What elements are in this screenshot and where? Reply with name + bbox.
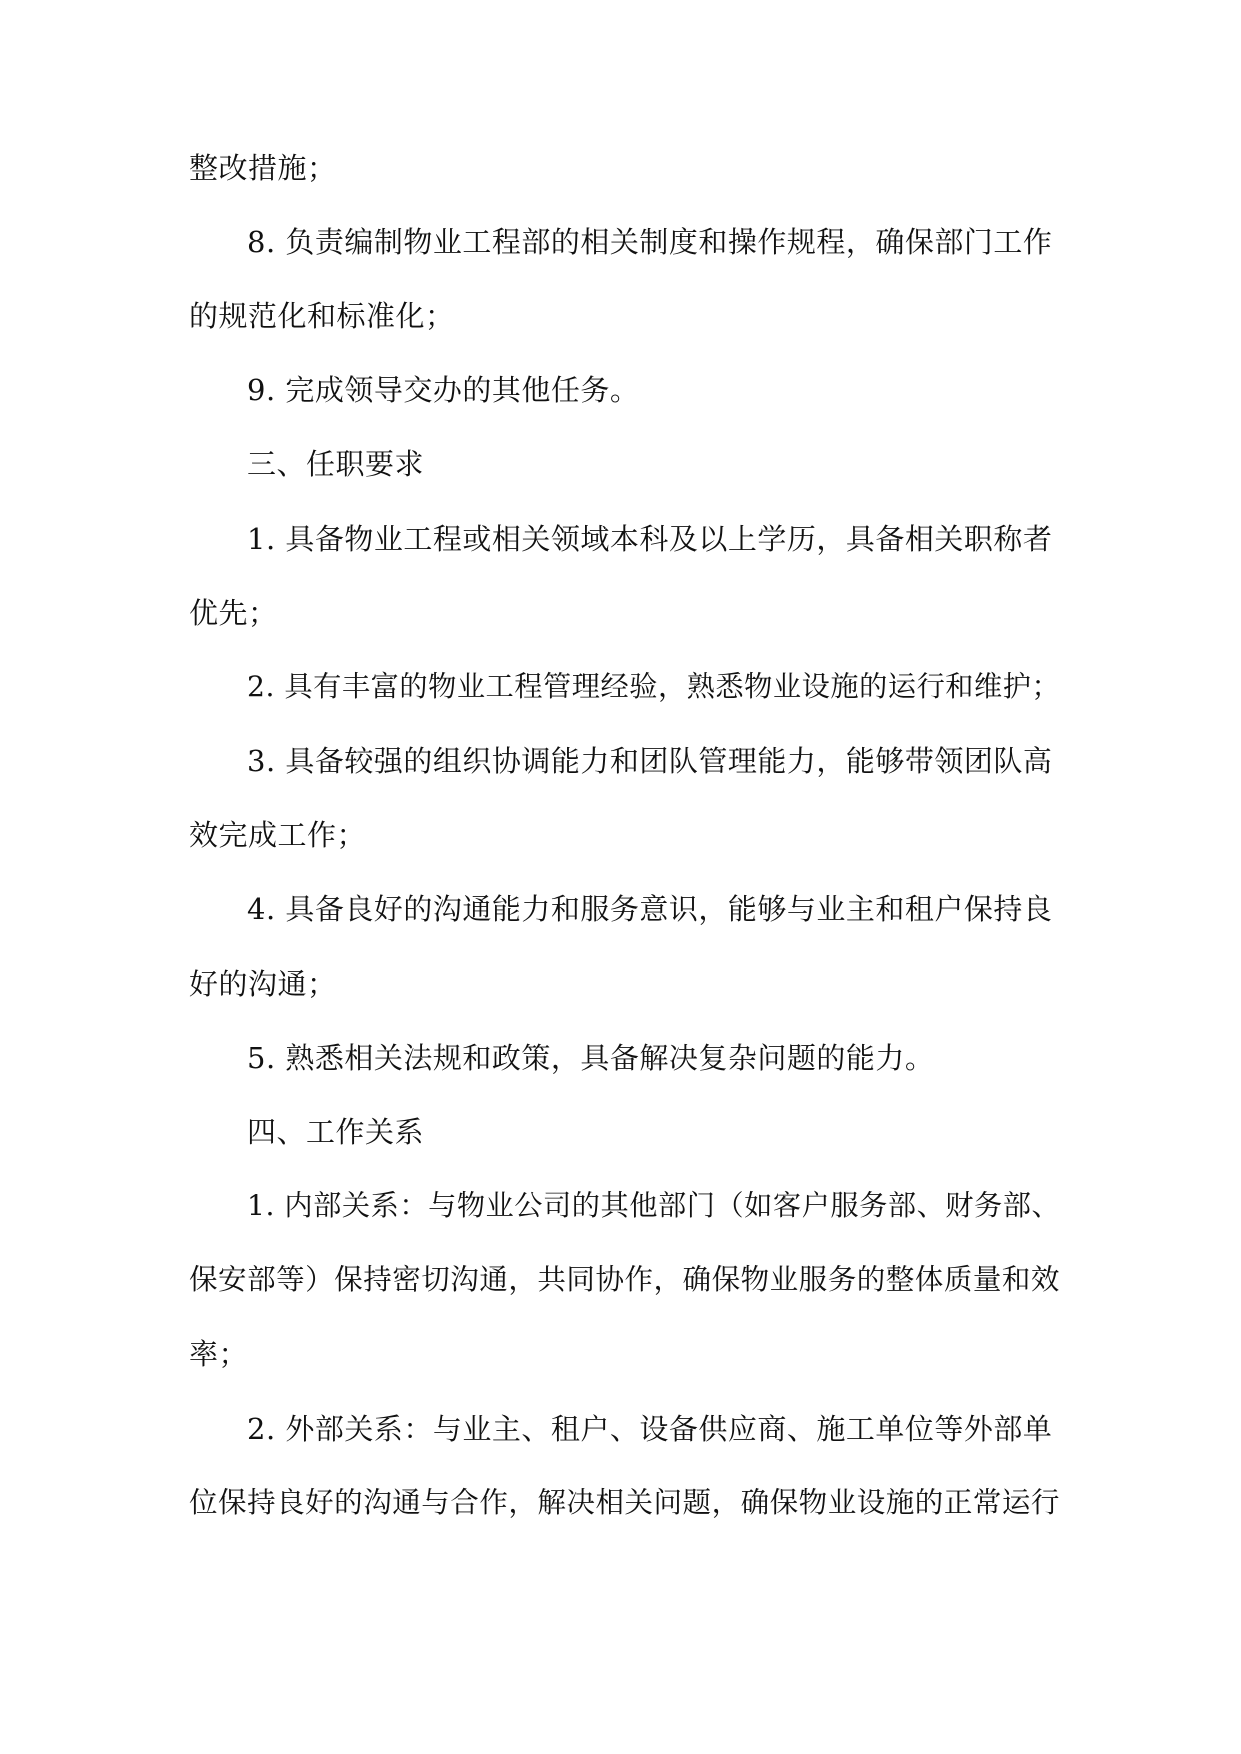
requirement-item-3: 3. 具备较强的组织协调能力和团队管理能力，能够带领团队高 [247, 744, 1053, 778]
text-line-continuation: 整改措施； [189, 151, 337, 185]
text-line-continuation: 保安部等）保持密切沟通，共同协作，确保物业服务的整体质量和效 [189, 1263, 1060, 1296]
text-line-continuation: 率； [189, 1337, 249, 1371]
text-line-continuation: 好的沟通； [189, 967, 337, 1001]
relation-item-1: 1. 内部关系：与物业公司的其他部门（如客户服务部、财务部、 [247, 1189, 1061, 1222]
requirement-item-4: 4. 具备良好的沟通能力和服务意识，能够与业主和租户保持良 [247, 892, 1053, 926]
text-line-continuation: 位保持良好的沟通与合作，解决相关问题，确保物业设施的正常运行 [189, 1486, 1060, 1519]
list-item-9: 9. 完成领导交办的其他任务。 [247, 373, 640, 407]
requirement-item-5: 5. 熟悉相关法规和政策，具备解决复杂问题的能力。 [247, 1041, 935, 1075]
requirement-item-2: 2. 具有丰富的物业工程管理经验，熟悉物业设施的运行和维护； [247, 670, 1061, 703]
list-item-8: 8. 负责编制物业工程部的相关制度和操作规程，确保部门工作 [247, 225, 1053, 259]
relation-item-2: 2. 外部关系：与业主、租户、设备供应商、施工单位等外部单 [247, 1412, 1053, 1446]
text-line-continuation: 的规范化和标准化； [189, 299, 455, 333]
section-heading-requirements: 三、任职要求 [247, 447, 425, 481]
text-line-continuation: 优先； [189, 596, 278, 630]
requirement-item-1: 1. 具备物业工程或相关领域本科及以上学历，具备相关职称者 [247, 522, 1053, 556]
section-heading-relations: 四、工作关系 [247, 1115, 425, 1149]
text-line-continuation: 效完成工作； [189, 818, 367, 852]
